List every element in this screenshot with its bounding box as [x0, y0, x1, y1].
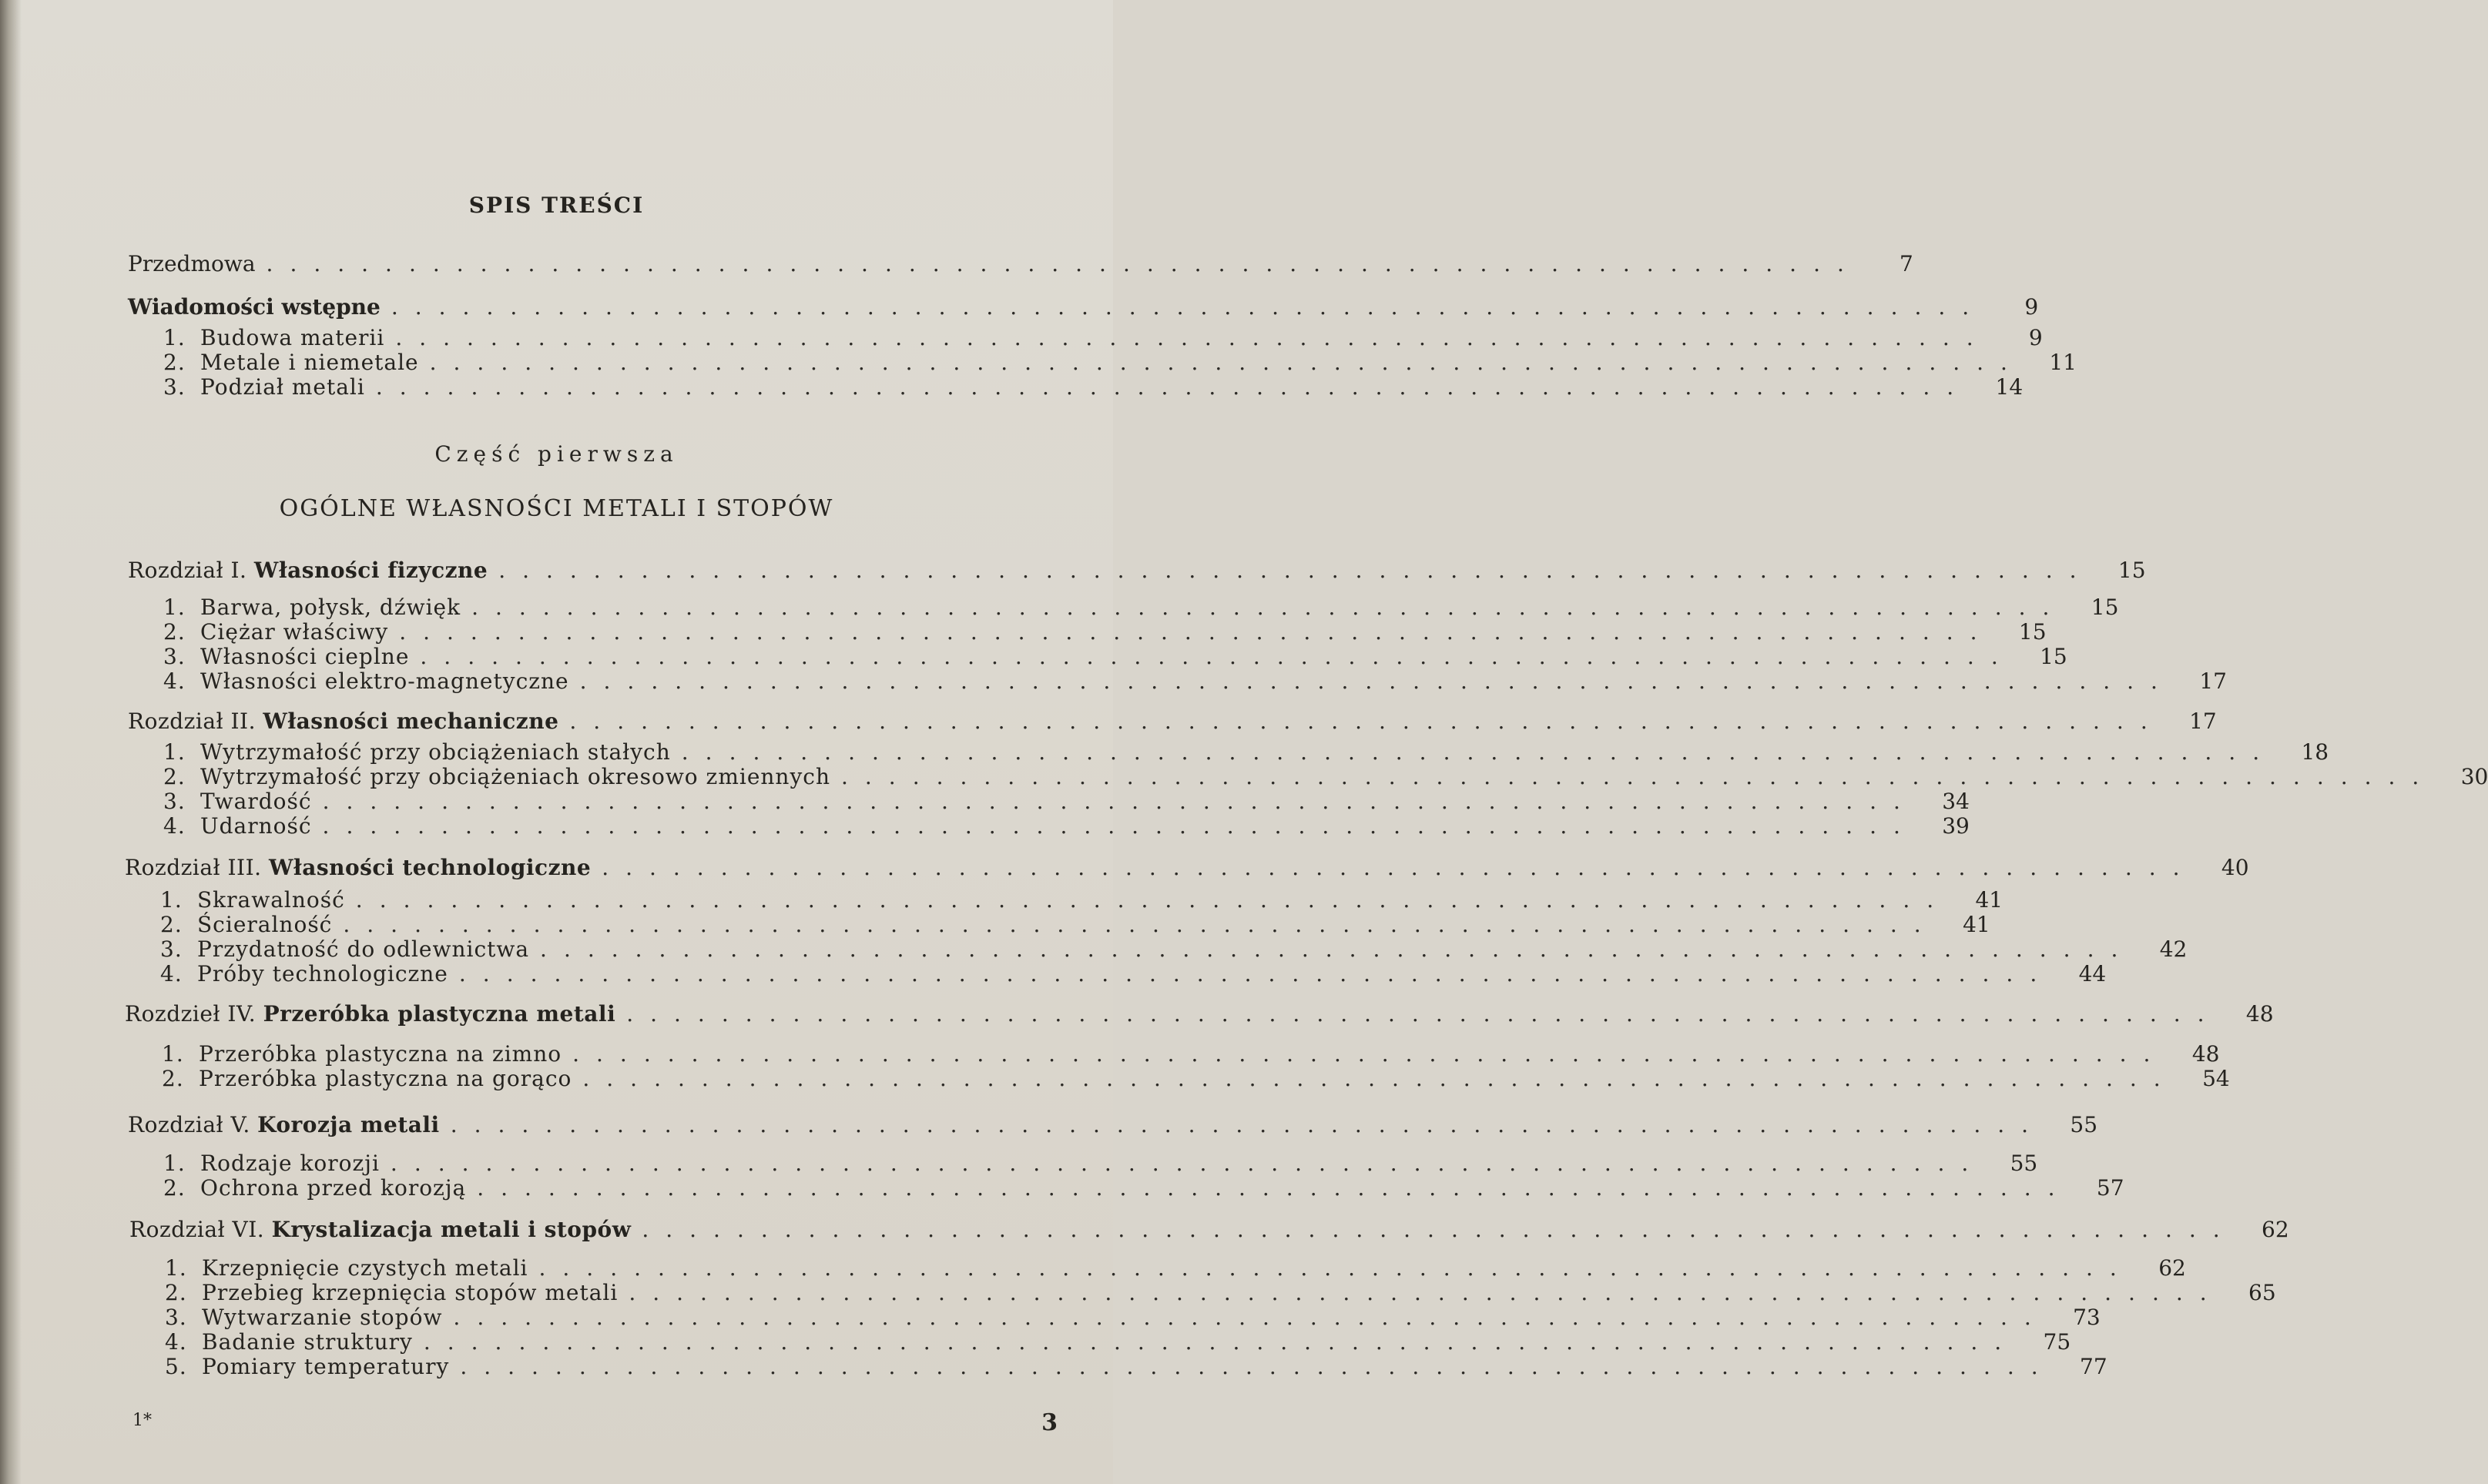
leader-dots: ................................................................... — [355, 887, 1951, 913]
leader-dots: ................................................................... — [642, 1217, 2237, 1242]
entry-number: 4. — [165, 1329, 187, 1355]
page-number: 48 — [2245, 1001, 2274, 1027]
toc-chapter-3 — [125, 855, 2249, 881]
page-number: 75 — [2043, 1329, 2071, 1355]
leader-dots: ................................................................... — [458, 961, 2054, 987]
toc-entry-introduction — [128, 294, 2039, 320]
page-number: 14 — [1995, 374, 2024, 400]
entry-number: 4. — [160, 961, 183, 987]
toc-entry — [163, 595, 2119, 621]
leader-dots: ................................................................... — [626, 1001, 2221, 1027]
page-number-footer: 3 — [1041, 1409, 1058, 1436]
page-number: 34 — [1942, 789, 1970, 814]
entry-title: Barwa, połysk, dźwięk — [200, 595, 461, 620]
leader-dots: ................................................................... — [343, 912, 1938, 937]
page-number: 30 — [2460, 764, 2488, 789]
entry-title: Wytwarzanie stopów — [202, 1305, 443, 1330]
entry-number: 2. — [163, 1175, 186, 1201]
chapter-title: Własności technologiczne — [268, 855, 592, 880]
toc-entry — [163, 619, 2047, 645]
leader-dots: ................................................................... — [602, 855, 2197, 880]
chapter-prefix: Rozdział III. — [125, 855, 262, 880]
entry-title: Ścieralność — [197, 912, 333, 937]
toc-entry — [163, 668, 2227, 695]
toc-entry — [165, 1255, 2186, 1281]
toc-entry — [163, 350, 2077, 376]
page-number: 9 — [2024, 294, 2039, 320]
leader-dots: ................................................................... — [841, 764, 2436, 789]
page-number: 7 — [1900, 251, 1913, 276]
page-number: 44 — [2078, 961, 2107, 987]
leader-dots: ................................................................... — [399, 619, 1994, 645]
page-number: 41 — [1963, 912, 1990, 937]
toc-entry — [163, 325, 2043, 351]
leader-dots: ................................................................... — [395, 325, 1990, 350]
page-number: 18 — [2301, 739, 2329, 765]
chapter-prefix: Rozdział VI. — [129, 1217, 265, 1242]
toc-entry — [160, 961, 2107, 987]
leader-dots: ................................................................... — [266, 251, 1861, 276]
entry-title: Twardość — [200, 789, 312, 814]
toc-chapter-4 — [125, 1001, 2274, 1027]
entry-number: 1. — [163, 1151, 186, 1176]
chapter-prefix: Rozdział V. — [128, 1112, 250, 1137]
leader-dots: ................................................................... — [391, 294, 1987, 320]
page-number: 17 — [2189, 709, 2217, 734]
entry-title: Przydatność do odlewnictwa — [197, 936, 530, 962]
entry-number: 5. — [165, 1354, 187, 1379]
toc-entry — [165, 1305, 2101, 1331]
leader-dots: ................................................................... — [569, 709, 2164, 734]
toc-entry — [163, 374, 2024, 400]
entry-title: Własności elektro-magnetyczne — [200, 668, 569, 694]
page-number: 55 — [2070, 1112, 2098, 1137]
entry-number: 3. — [163, 644, 186, 669]
chapter-title: Własności mechaniczne — [263, 709, 559, 734]
page-number: 62 — [2262, 1217, 2289, 1242]
toc-entry — [163, 789, 1970, 815]
page-number: 65 — [2248, 1280, 2276, 1305]
chapter-prefix: Rozdzieł IV. — [125, 1001, 257, 1027]
toc-chapter-5 — [128, 1112, 2098, 1138]
entry-title: Krzepnięcie czystych metali — [202, 1255, 528, 1281]
leader-dots: ................................................................... — [498, 558, 2094, 583]
page-number: 39 — [1942, 813, 1970, 839]
entry-title: Ochrona przed korozją — [200, 1175, 467, 1201]
leader-dots: ................................................................... — [390, 1151, 1986, 1176]
entry-number: 1. — [165, 1255, 187, 1281]
entry-number: 2. — [162, 1066, 184, 1091]
entry-number: 3. — [165, 1305, 187, 1330]
entry-title: Pomiary temperatury — [202, 1354, 450, 1379]
entry-number: 3. — [163, 374, 186, 400]
chapter-title: Korozja metali — [257, 1112, 440, 1137]
entry-title: Budowa materii — [200, 325, 385, 350]
entry-title: Podział metali — [200, 374, 365, 400]
toc-entry — [160, 887, 2003, 913]
chapter-title: Własności fizyczne — [253, 558, 488, 583]
toc-chapter-2 — [128, 709, 2217, 735]
entry-number: 1. — [163, 595, 186, 620]
entry-number: 1. — [163, 325, 186, 350]
toc-entry — [160, 912, 1990, 938]
toc-entry — [163, 1175, 2124, 1201]
page-number: 48 — [2191, 1041, 2220, 1067]
entry-title: Skrawalność — [197, 887, 345, 913]
chapter-title: Przeróbka plastyczna metali — [263, 1001, 616, 1027]
entry-number: 1. — [160, 887, 183, 913]
page-number: 15 — [2117, 558, 2146, 583]
page-number: 15 — [2091, 595, 2119, 620]
leader-dots: ................................................................... — [582, 1066, 2178, 1091]
leader-dots: ................................................................... — [450, 1112, 2046, 1137]
entry-number: 4. — [163, 813, 186, 839]
page-title: SPIS TREŚCI — [468, 193, 645, 218]
entry-number: 1. — [162, 1041, 184, 1067]
toc-entry — [163, 1151, 2038, 1177]
chapter-title: Krystalizacja metali i stopów — [271, 1217, 632, 1242]
toc-entry — [160, 936, 2188, 963]
entry-title: Ciężar właściwy — [200, 619, 389, 645]
entry-title: Wytrzymałość przy obciążeniach okresowo zmiennych — [200, 764, 830, 789]
leader-dots: ................................................................... — [429, 350, 2024, 375]
toc-entry-preface — [128, 251, 1913, 277]
page-number: 55 — [2010, 1151, 2038, 1176]
entry-number: 2. — [163, 764, 186, 789]
entry-title: Udarność — [200, 813, 312, 839]
entry-title: Przebieg krzepnięcia stopów metali — [202, 1280, 619, 1305]
toc-entry — [162, 1041, 2220, 1067]
leader-dots: ................................................................... — [681, 739, 2277, 765]
page-number: 15 — [2018, 619, 2047, 645]
entry-title: Badanie struktury — [202, 1329, 413, 1355]
entry-number: 4. — [163, 668, 186, 694]
entry-number: 3. — [163, 789, 186, 814]
toc-chapter-6 — [129, 1217, 2289, 1243]
leader-dots: ................................................................... — [629, 1280, 2224, 1305]
chapter-prefix: Rozdział II. — [128, 709, 257, 734]
leader-dots: ................................................................... — [375, 374, 1971, 400]
entry-title: Przeróbka plastyczna na gorąco — [199, 1066, 572, 1091]
page-number: 73 — [2073, 1305, 2101, 1330]
toc-entry — [163, 764, 2488, 790]
leader-dots: ................................................................... — [453, 1305, 2048, 1330]
leader-dots: ................................................................... — [322, 813, 1917, 839]
page-number: 41 — [1975, 887, 2003, 913]
entry-number: 2. — [163, 350, 186, 375]
toc-entry — [165, 1280, 2276, 1306]
entry-number: 2. — [163, 619, 186, 645]
printer-signature: 1* — [132, 1411, 152, 1430]
toc-entry — [163, 644, 2067, 670]
entry-title: Własności cieplne — [200, 644, 410, 669]
entry-number: 2. — [160, 912, 183, 937]
page-number: 42 — [2159, 936, 2188, 962]
leader-dots: ................................................................... — [460, 1354, 2055, 1379]
entry-number: 1. — [163, 739, 186, 765]
page-number: 54 — [2202, 1066, 2230, 1091]
page-number: 11 — [2049, 350, 2077, 375]
entry-number: 3. — [160, 936, 183, 962]
entry-number: 2. — [165, 1280, 187, 1305]
page-number: 15 — [2040, 644, 2067, 669]
entry-title: Rodzaje korozji — [200, 1151, 380, 1176]
page-number: 77 — [2080, 1354, 2107, 1379]
leader-dots: ................................................................... — [540, 936, 2135, 962]
toc-chapter-1 — [128, 558, 2146, 584]
leader-dots: ................................................................... — [423, 1329, 2019, 1355]
leader-dots: ................................................................... — [322, 789, 1917, 814]
part-title: OGÓLNE WŁASNOŚCI METALI I STOPÓW — [279, 495, 834, 522]
entry-title: Wytrzymałość przy obciążeniach stałych — [200, 739, 671, 765]
toc-entry — [165, 1354, 2107, 1380]
entry-title: Próby technologiczne — [197, 961, 448, 987]
toc-entry — [162, 1066, 2230, 1092]
entry-title: Przeróbka plastyczna na zimno — [199, 1041, 562, 1067]
page-number: 57 — [2096, 1175, 2124, 1201]
toc-entry — [163, 739, 2329, 765]
page-number: 9 — [2028, 325, 2043, 350]
chapter-prefix: Rozdział I. — [128, 558, 247, 583]
entry-title: Metale i niemetale — [200, 350, 419, 375]
entry-title: Przedmowa — [128, 251, 256, 276]
leader-dots: ................................................................... — [420, 644, 2015, 669]
toc-entry — [163, 813, 1970, 839]
leader-dots: ................................................................... — [572, 1041, 2168, 1067]
page-number: 17 — [2199, 668, 2227, 694]
leader-dots: ................................................................... — [477, 1175, 2072, 1201]
leader-dots: ................................................................... — [471, 595, 2067, 620]
leader-dots: ................................................................... — [579, 668, 2174, 694]
entry-title: Wiadomości wstępne — [128, 294, 381, 320]
page-number: 40 — [2221, 855, 2249, 880]
part-label: Część pierwsza — [434, 441, 679, 467]
leader-dots: ................................................................... — [538, 1255, 2134, 1281]
toc-entry — [165, 1329, 2071, 1355]
page-number: 62 — [2158, 1255, 2186, 1281]
